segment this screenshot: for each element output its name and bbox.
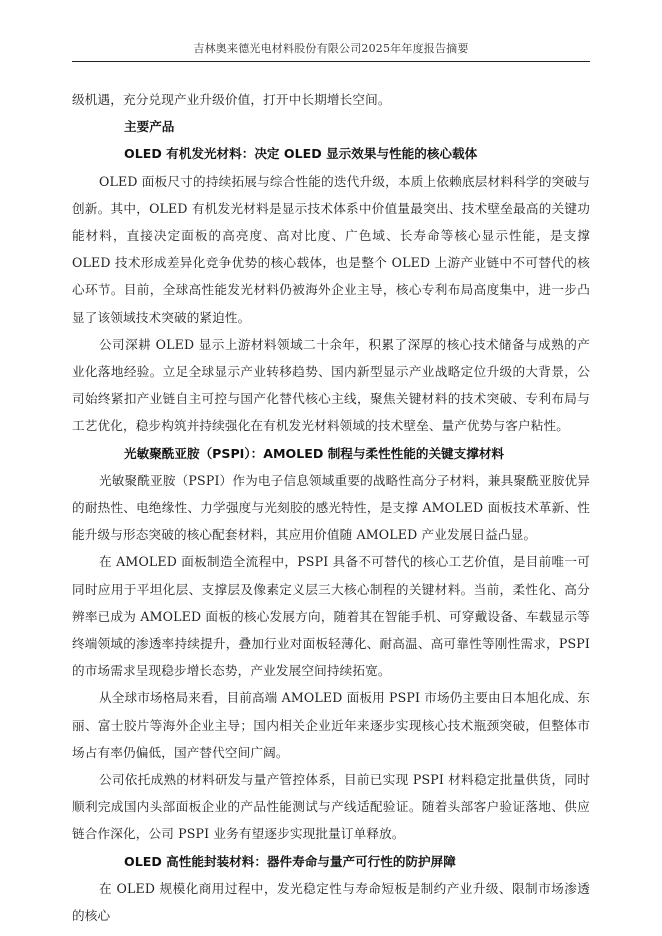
section-heading-main-products: 主要产品 <box>124 119 175 135</box>
header-divider <box>72 61 590 62</box>
paragraph-pspi-process: 在 AMOLED 面板制造全流程中，PSPI 具备不可替代的核心工艺价值，是目前唯一可同时应用于平坦化层、支撑层及像素定义层三大核心制程的关键材料。当前，柔性化、高分辨率已成为 AMOLED 面板的核心发展方向，随着其在智能手机、可穿戴设备、车载显示等终端领域的渗透率持续提升，叠加行业对面板轻薄化、耐高温、高可靠性等刚性需求，PSPI 的市场需求呈现稳步增长态势，产业发展空间持续拓宽。 <box>72 554 590 679</box>
heading-oled-emitting-materials: OLED 有机发光材料：决定 OLED 显示效果与性能的核心载体 <box>124 146 478 162</box>
paragraph-pspi-market: 从全球市场格局来看，目前高端 AMOLED 面板用 PSPI 市场仍主要由日本旭化成、东丽、富士胶片等海外企业主导；国内相关企业近年来逐步实现核心技术瓶颈突破，但整体市场占有率仍偏低，国产替代空间广阔。 <box>72 690 590 760</box>
heading-encapsulation-materials: OLED 高性能封装材料：器件寿命与量产可行性的防护屏障 <box>124 853 456 869</box>
paragraph-encapsulation-intro: 在 OLED 规模化商用过程中，发光稳定性与寿命短板是制约产业升级、限制市场渗透的核心 <box>72 880 590 924</box>
report-header-title: 吉林奥来德光电材料股份有限公司2025年年度报告摘要 <box>193 42 469 55</box>
paragraph-pspi-company: 公司依托成熟的材料研发与量产管控体系，目前已实现 PSPI 材料稳定批量供货，同时顺利完成国内头部面板企业的产品性能测试与产线适配验证。随着头部客户验证落地、供应链合作深化，公司 PSPI 业务有望逐步实现批量订单释放。 <box>72 772 590 842</box>
continued-paragraph: 级机遇，充分兑现产业升级价值，打开中长期增长空间。 <box>72 92 391 107</box>
page-content <box>72 86 590 929</box>
paragraph-company-oled: 公司深耕 OLED 显示上游材料领域二十余年，积累了深厚的核心技术储备与成熟的产业化落地经验。立足全球显示产业转移趋势、国内新型显示产业战略定位升级的大背景，公司始终紧扣产业链自主可控与国产化替代核心主线，聚焦关键材料的技术突破、专利布局与工艺优化，稳步构筑并持续强化在有机发光材料领域的技术壁垒、量产优势与客户粘性。 <box>72 336 590 434</box>
heading-pspi: 光敏聚酰亚胺（PSPI）：AMOLED 制程与柔性性能的关键支撑材料 <box>124 445 505 461</box>
paragraph-oled-intro: OLED 面板尺寸的持续拓展与综合性能的迭代升级，本质上依赖底层材料科学的突破与创新。其中，OLED 有机发光材料是显示技术体系中价值量最突出、技术壁垒最高的关键功能材料，直接决定面板的高亮度、高对比度、广色域、长寿命等核心显示性能，是支撑 OLED 技术形成差异化竞争优势的核心载体，也是整个 OLED 上游产业链中不可替代的核心环节。目前，全球高性能发光材料仍被海外企业主导，核心专利布局高度集中，进一步凸显了该领域技术突破的紧迫性。 <box>72 173 590 325</box>
paragraph-pspi-intro: 光敏聚酰亚胺（PSPI）作为电子信息领域重要的战略性高分子材料，兼具聚酰亚胺优异的耐热性、电绝缘性、力学强度与光刻胶的感光特性，是支撑 AMOLED 面板技术革新、性能升级与形态突破的核心配套材料，其应用价值随 AMOLED 产业发展日益凸显。 <box>72 472 590 543</box>
